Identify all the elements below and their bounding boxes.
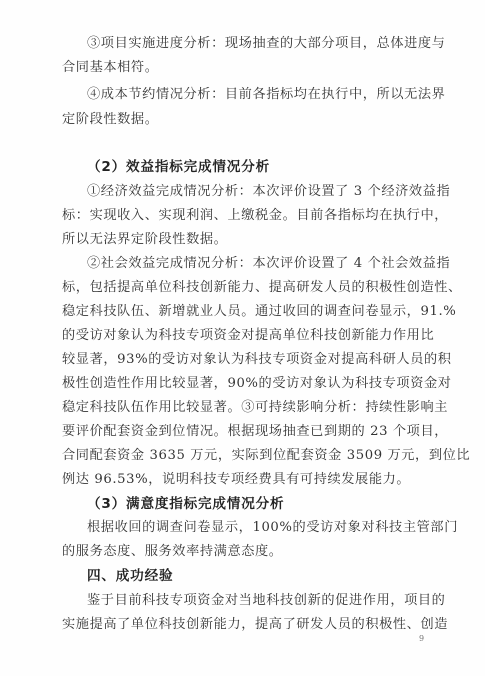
paragraph-line: ①经济效益完成情况分析：本次评价设置了 3 个经济效益指 <box>87 184 451 199</box>
paragraph-line: 实施提高了单位科技创新能力，提高了研发人员的积极性、创造 <box>62 617 449 632</box>
section-heading: （2）效益指标完成情况分析 <box>87 159 270 175</box>
paragraph-line: 的受访对象认为科技专项资金对提高单位科技创新能力作用比 <box>62 328 435 343</box>
paragraph-line: 的服务态度、服务效率持满意态度。 <box>62 544 283 559</box>
paragraph-line: ③项目实施进度分析：现场抽查的大部分项目，总体进度与 <box>87 36 446 51</box>
section-heading: 四、成功经验 <box>87 568 174 584</box>
paragraph-line: 稳定科技队伍作用比较显著。③可持续影响分析：持续性影响主 <box>62 400 449 415</box>
paragraph-line: 鉴于目前科技专项资金对当地科技创新的促进作用，项目的 <box>87 593 446 608</box>
paragraph-line: 合同配套资金 3635 万元，实际到位配套资金 3509 万元，到位比 <box>62 448 471 463</box>
page-number: 9 <box>419 634 425 643</box>
paragraph-line: ②社会效益完成情况分析：本次评价设置了 4 个社会效益指 <box>87 256 451 271</box>
paragraph-line: 极性创造性作用比较显著，90%的受访对象认为科技专项资金对 <box>62 376 452 391</box>
section-heading: （3）满意度指标完成情况分析 <box>87 496 285 512</box>
paragraph-line: 定阶段性数据。 <box>62 112 159 127</box>
paragraph-line: 较显著，93%的受访对象认为科技专项资金对提高科研人员的积 <box>62 352 452 367</box>
paragraph-line: 标，包括提高单位科技创新能力、提高研发人员的积极性创造性、 <box>62 280 462 295</box>
paragraph-line: 要评价配套资金到位情况。根据现场抽查已到期的 23 个项目， <box>62 424 449 439</box>
paragraph-line: 稳定科技队伍、新增就业人员。通过收回的调查问卷显示，91.% <box>62 304 457 319</box>
paragraph-line: 例达 96.53%，说明科技专项经费具有可持续发展能力。 <box>62 472 411 487</box>
paragraph-line: 所以无法界定阶段性数据。 <box>62 232 228 247</box>
paragraph-line: ④成本节约情况分析：目前各指标均在执行中，所以无法界 <box>87 87 446 102</box>
paragraph-line: 标：实现收入、实现利润、上缴税金。目前各指标均在执行中， <box>62 208 449 223</box>
paragraph-line: 根据收回的调查问卷显示，100%的受访对象对科技主管部门 <box>87 520 458 535</box>
paragraph-line: 合同基本相符。 <box>62 60 159 75</box>
